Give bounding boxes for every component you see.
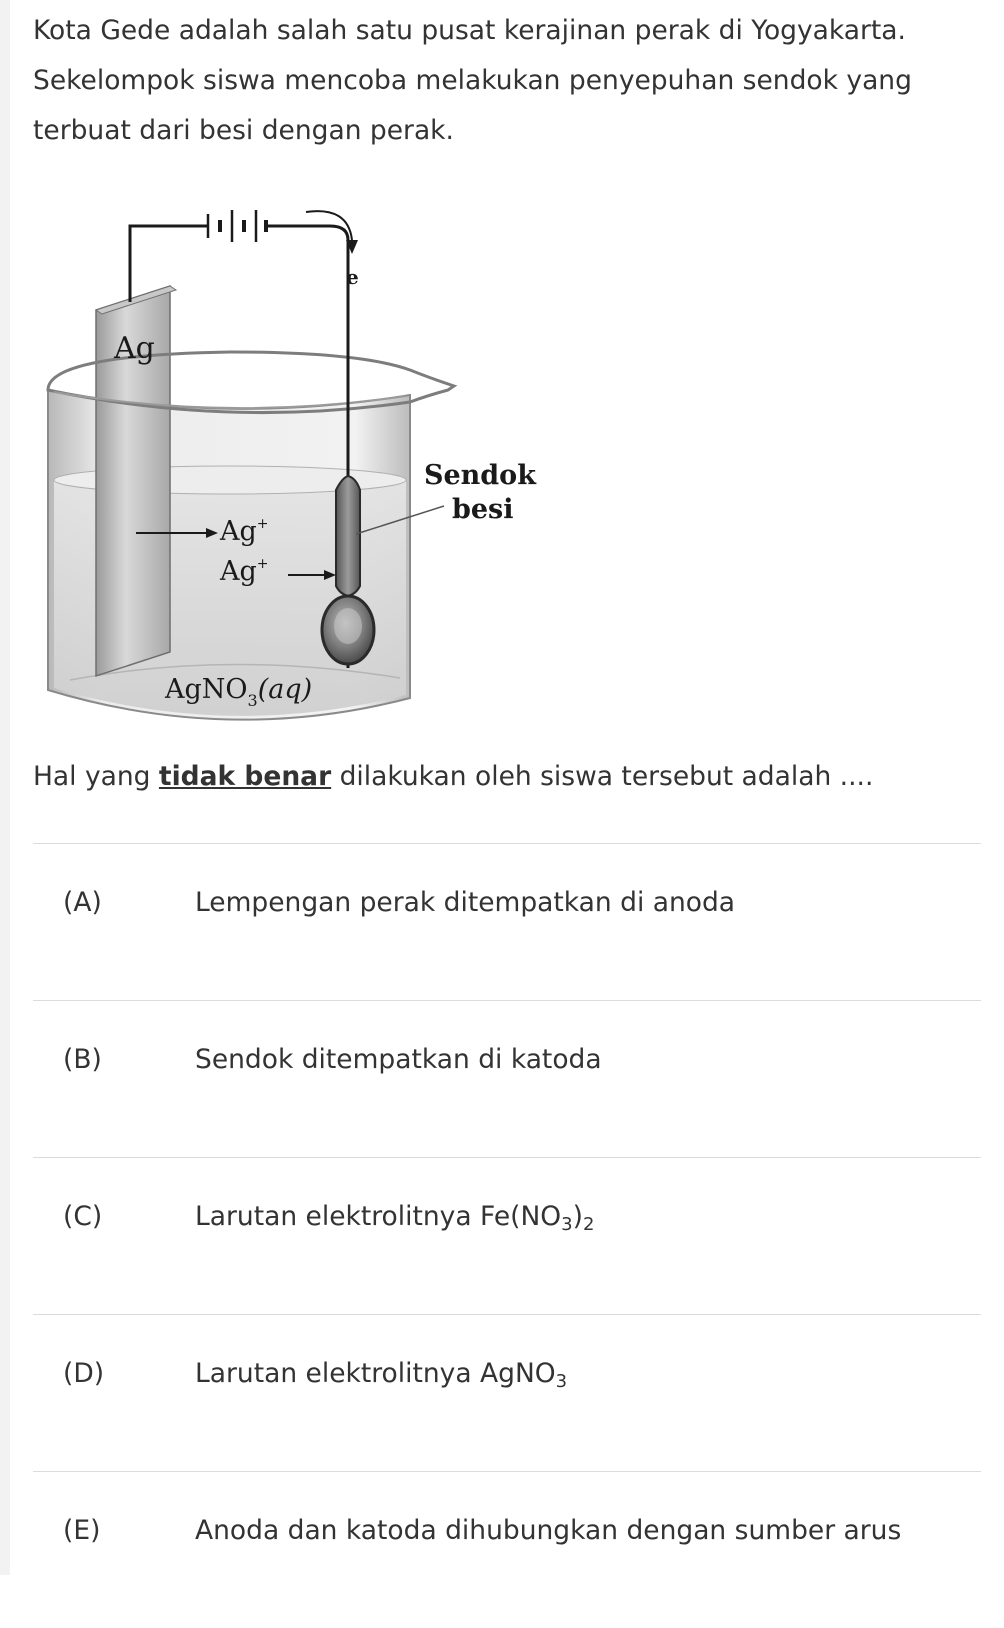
option-text xyxy=(195,1192,594,1242)
option-b[interactable] xyxy=(33,1000,981,1157)
option-subscript: 3 xyxy=(555,1371,568,1392)
option-letter: (C) xyxy=(63,1201,103,1232)
ion-label-2: Ag+ xyxy=(220,556,269,587)
option-letter: (A) xyxy=(63,887,102,918)
option-letter: (D) xyxy=(63,1358,105,1389)
electrode-label: Ag xyxy=(114,331,155,366)
question-prefix: Hal yang xyxy=(33,761,159,792)
option-subscript: 2 xyxy=(582,1214,595,1235)
option-text-main: Larutan elektrolitnya Fe(NO xyxy=(195,1201,562,1232)
option-text-mid: ) xyxy=(572,1201,583,1232)
question-suffix: dilakukan oleh siswa tersebut adalah .... xyxy=(331,761,874,792)
option-d[interactable] xyxy=(33,1314,981,1471)
question-emphasis: tidak benar xyxy=(158,761,332,792)
option-text: Lempengan perak ditempatkan di anoda xyxy=(195,887,736,918)
option-text: Anoda dan katoda dihubungkan dengan sumber arus xyxy=(195,1515,902,1546)
option-text: Sendok ditempatkan di katoda xyxy=(195,1044,602,1075)
option-letter: (E) xyxy=(63,1515,101,1546)
option-e[interactable] xyxy=(33,1471,981,1628)
question-intro: Kota Gede adalah salah satu pusat kerajinan perak di Yogyakarta. Sekelompok siswa mencoba melakukan penyepuhan sendok yang terbuat dari besi dengan perak. xyxy=(33,15,912,146)
option-subscript: 3 xyxy=(561,1214,573,1235)
option-a[interactable] xyxy=(33,843,981,1000)
ion-label-1: Ag+ xyxy=(220,516,269,547)
question-prompt xyxy=(33,752,983,802)
answer-options xyxy=(33,843,981,1628)
option-text xyxy=(195,1349,567,1399)
left-rail xyxy=(0,0,10,1575)
electroplating-diagram xyxy=(30,190,570,750)
option-letter: (B) xyxy=(63,1044,102,1075)
solution-label: AgNO$_3$(aq) xyxy=(165,674,313,710)
option-c[interactable] xyxy=(33,1157,981,1314)
spoon-label-line2: besi xyxy=(452,494,514,525)
spoon-label-line1: Sendok xyxy=(424,460,536,491)
electron-label: e xyxy=(346,265,359,289)
option-text-main: Larutan elektrolitnya AgNO xyxy=(195,1358,556,1389)
